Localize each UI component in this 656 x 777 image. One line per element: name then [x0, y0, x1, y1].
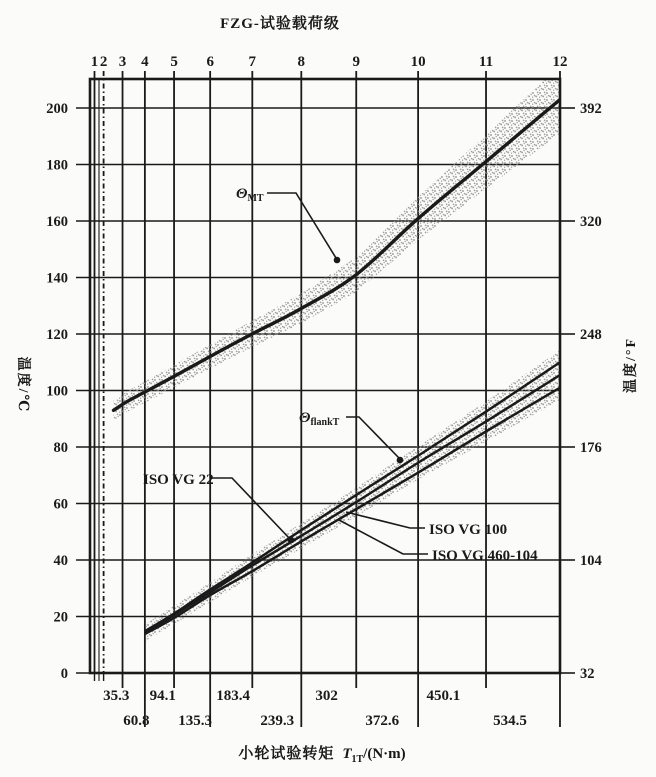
- torque-tick-label-row2: 60.8: [123, 713, 150, 729]
- y-axis-title-celsius: 温度/℃: [15, 356, 30, 414]
- celsius-tick-label: 20: [53, 609, 68, 626]
- fahrenheit-tick-label: 32: [580, 666, 595, 682]
- annotation-label-mt: $\Theta_{MT}$: [236, 186, 264, 204]
- celsius-tick-label: 100: [46, 383, 68, 400]
- torque-tick-label-row2: 372.6: [365, 713, 400, 729]
- chart-title: FZG-试验载荷级: [220, 16, 340, 32]
- annotation-label-iso-vg-100: ISO VG 100: [429, 522, 508, 538]
- annotation-dot: [334, 257, 341, 264]
- load-stage-label: 4: [141, 54, 149, 70]
- load-stage-label: 5: [170, 54, 178, 70]
- celsius-tick-label: 180: [46, 157, 68, 174]
- load-stage-label: 8: [297, 54, 306, 70]
- torque-tick-label-row2: 135.3: [178, 713, 212, 729]
- x-axis-title-unit: /(N·m): [363, 746, 406, 762]
- fahrenheit-tick-label: 176: [580, 440, 602, 456]
- load-stage-label: 2: [99, 54, 108, 70]
- torque-tick-label-row2: 534.5: [493, 713, 527, 729]
- celsius-tick-label: 0: [60, 666, 68, 682]
- y-axis-title-fahrenheit: 温度/°F: [624, 336, 639, 394]
- celsius-tick-label: 60: [53, 496, 68, 513]
- annotation-label-iso-vg-22: ISO VG 22: [143, 472, 214, 488]
- load-stage-label: 10: [410, 54, 426, 70]
- celsius-tick-label: 80: [53, 440, 68, 456]
- celsius-tick-label: 40: [53, 553, 68, 569]
- load-stage-label: 7: [248, 54, 257, 70]
- annotation-dot: [397, 457, 404, 464]
- fahrenheit-tick-label: 320: [580, 214, 602, 230]
- torque-tick-label-row1: 94.1: [149, 688, 176, 704]
- annotation-label-flankt: $\Theta_{flankT}$: [299, 410, 340, 428]
- load-stage-label: 11: [478, 54, 494, 70]
- torque-tick-label-row2: 239.3: [260, 713, 295, 729]
- load-stage-label: 6: [206, 54, 214, 70]
- celsius-tick-label: 120: [46, 327, 68, 343]
- fahrenheit-tick-label: 248: [580, 327, 602, 343]
- fahrenheit-tick-label: 104: [580, 553, 602, 569]
- annotation-dot: [288, 537, 295, 544]
- x-axis-title: [238, 742, 405, 765]
- torque-tick-label-row1: 302: [315, 688, 338, 704]
- torque-tick-label-row1: 35.3: [103, 688, 130, 704]
- load-stage-label: 1: [90, 54, 99, 70]
- celsius-tick-label: 140: [46, 270, 68, 287]
- celsius-tick-label: 160: [46, 214, 68, 230]
- load-stage-label: 12: [552, 54, 568, 70]
- celsius-tick-label: 200: [46, 101, 68, 117]
- load-stage-label: 9: [352, 54, 360, 70]
- torque-tick-label-row1: 183.4: [216, 688, 250, 704]
- load-stage-label: 3: [118, 54, 127, 70]
- annotation-label-iso-vg-460-104: ISO VG 460-104: [432, 548, 538, 564]
- x-axis-title-symbol-sub: 1T: [351, 754, 364, 765]
- x-axis-title-text: 小轮试验转矩: [238, 746, 335, 762]
- torque-tick-label-row1: 450.1: [426, 688, 461, 704]
- fahrenheit-tick-label: 392: [580, 101, 602, 117]
- x-axis-title-symbol: T: [342, 746, 352, 762]
